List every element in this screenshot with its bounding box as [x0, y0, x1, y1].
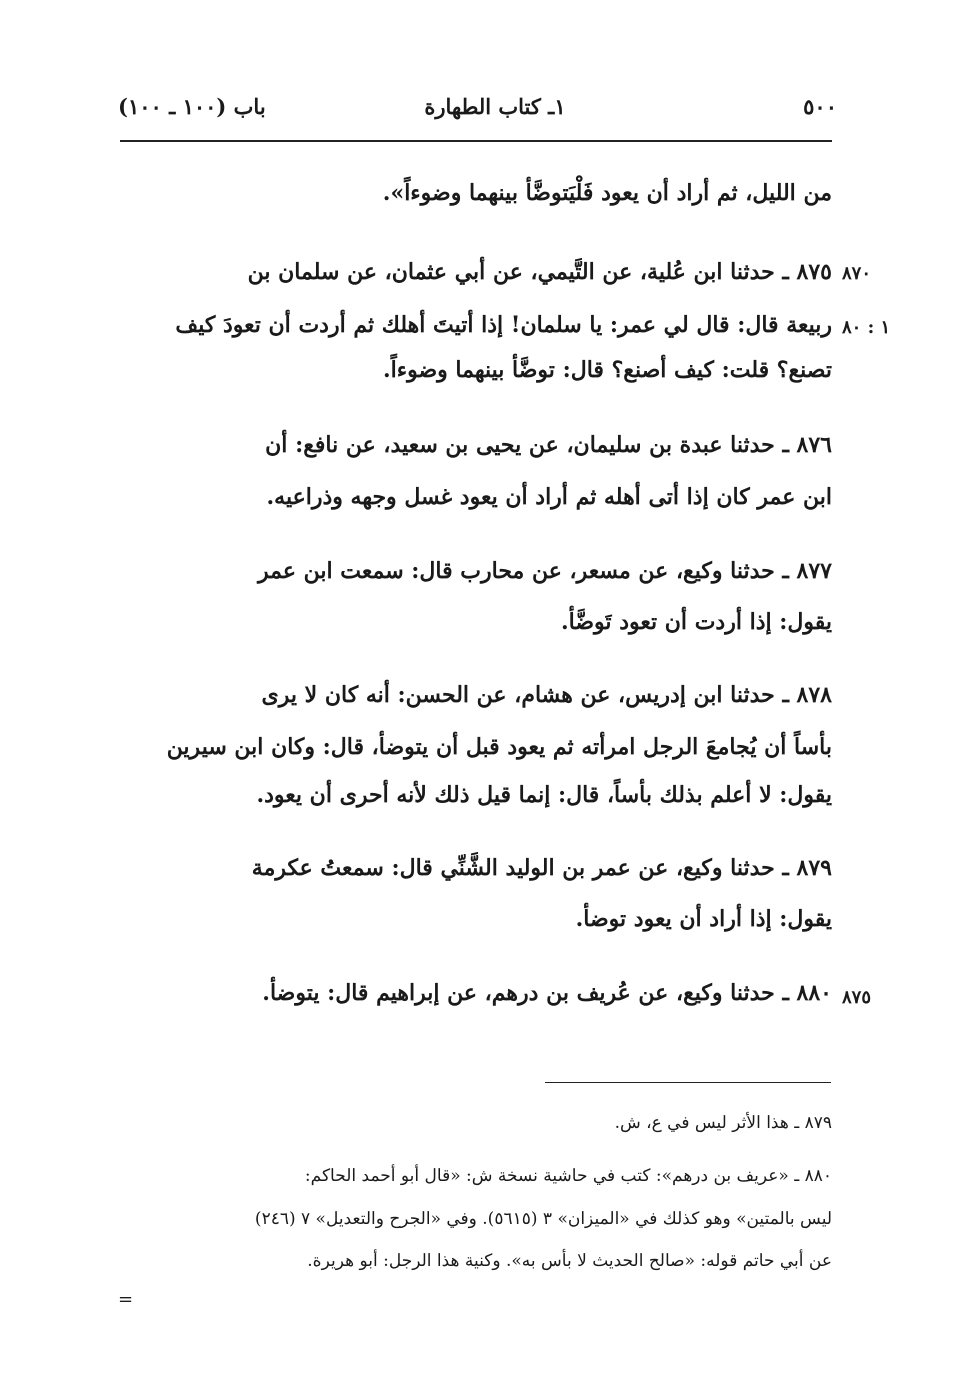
footnote-line: عن أبي حاتم قوله: «صالح الحديث لا بأس به». وكنية هذا الرجل: أبو هريرة.	[307, 1251, 832, 1271]
margin-number: ٨٧٥	[842, 987, 872, 1008]
footnote-line: ليس بالمتين» وهو كذلك في «الميزان» ٣ (٥٦١٥). وفي «الجرح والتعديل» ٧ (٢٤٦)	[254, 1209, 832, 1229]
book-title: ١ـ كتاب الطهارة	[424, 94, 566, 119]
text-line: ٨٧٧ ـ حدثنا وكيع، عن مسعر، عن محارب قال: سمعت ابن عمر	[257, 558, 832, 584]
text-line: يقول: إذا أردت أن تعود تَوضَّأ.	[561, 609, 832, 635]
footnote-line: ٨٨٠ ـ «عريف بن درهم»: كتب في حاشية نسخة ش: «قال أبو أحمد الحاكم:	[304, 1166, 832, 1186]
chapter-heading: باب (١٠٠ ـ ١٠٠)	[118, 94, 266, 119]
text-line: ربيعة قال: قال لي عمر: يا سلمان! إذا أتيتَ أهلك ثم أردت أن تعودَ كيف	[175, 312, 832, 338]
page-number: ٥٠٠	[803, 94, 837, 119]
header-divider	[120, 140, 832, 142]
text-line: ٨٧٦ ـ حدثنا عبدة بن سليمان، عن يحيى بن سعيد، عن نافع: أن	[265, 432, 832, 458]
margin-number: ٨٧٠	[842, 263, 872, 284]
text-line: ٨٨٠ ـ حدثنا وكيع، عن عُريف بن درهم، عن إبراهيم قال: يتوضأ.	[262, 980, 832, 1006]
text-line: تصنع؟ قلت: كيف أصنع؟ قال: توضَّأ بينهما وضوءاً.	[382, 357, 832, 383]
margin-reference: ١ : ٨٠	[842, 317, 891, 338]
text-line: بأساً أن يُجامعَ الرجل امرأته ثم يعود قبل أن يتوضأ، قال: وكان ابن سيرين	[166, 734, 832, 760]
footnote-divider	[545, 1082, 831, 1083]
text-line: يقول: إذا أراد أن يعود توضأ.	[575, 906, 832, 932]
text-line: ٨٧٨ ـ حدثنا ابن إدريس، عن هشام، عن الحسن: أنه كان لا يرى	[261, 682, 832, 708]
footnote-line: ٨٧٩ ـ هذا الأثر ليس في ع، ش.	[614, 1113, 832, 1133]
text-line: ٨٧٩ ـ حدثنا وكيع، عن عمر بن الوليد الشَّنِّي قال: سمعتُ عكرمة	[251, 855, 832, 881]
text-line: يقول: لا أعلم بذلك بأساً، قال: إنما قيل ذلك لأنه أحرى أن يعود.	[256, 782, 832, 808]
text-line: ٨٧٥ ـ حدثنا ابن عُلية، عن التَّيمي، عن أبي عثمان، عن سلمان بن	[247, 259, 832, 285]
text-line: ابن عمر كان إذا أتى أهله ثم أراد أن يعود غسل وجهه وذراعيه.	[266, 484, 832, 510]
text-line: من الليل، ثم أراد أن يعود فَلْيَتوضَّأ بينهما وضوءاً».	[382, 180, 832, 206]
continuation-mark: =	[118, 1289, 134, 1310]
